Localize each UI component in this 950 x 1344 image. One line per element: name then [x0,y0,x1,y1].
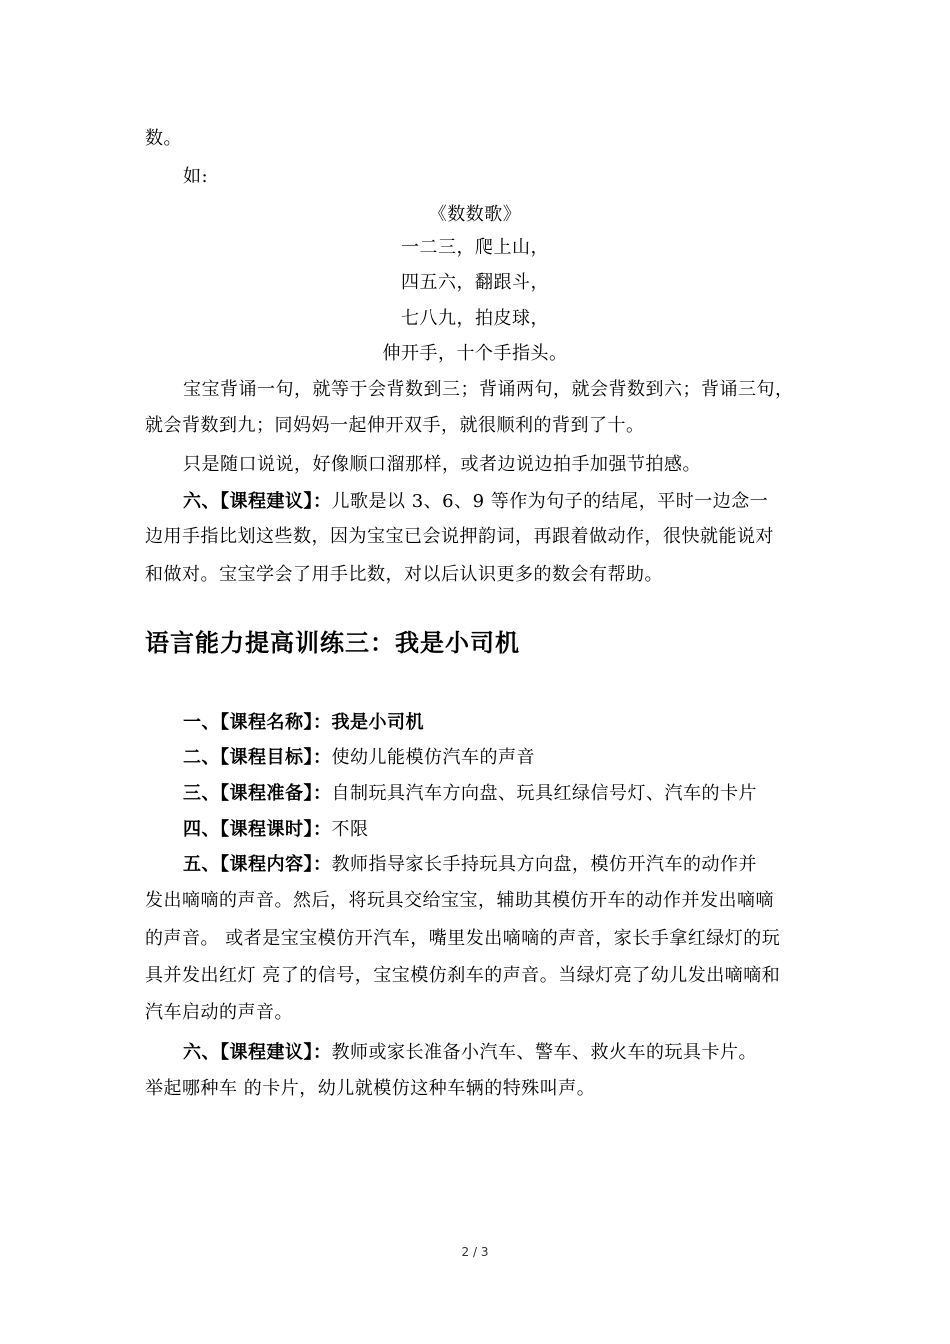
paragraph-line: 发出嘀嘀的声音。然后，将玩具交给宝宝，辅助其模仿开车的动作并发出嘀嘀 [145,890,774,911]
paragraph-line: 举起哪种车 的卡片，幼儿就模仿这种车辆的特殊叫声。 [145,1078,596,1099]
paragraph-line: 就会背数到九；同妈妈一起伸开双手，就很顺利的背到了十。 [145,415,645,436]
item-text: 自制玩具汽车方向盘、玩具红绿信号灯、汽车的卡片 [331,783,757,804]
continuation-text: 数。 [145,128,182,149]
poem-line: 四五六，翻跟斗， [401,272,549,293]
item-label: 一、【课程名称】： [183,712,332,733]
paragraph-line: 和做对。宝宝学会了用手比数，对以后认识更多的数会有帮助。 [145,564,663,585]
paragraph-line: 的声音。 或者是宝宝模仿开汽车，嘴里发出嘀嘀的声音，家长手拿红绿灯的玩 [145,928,781,949]
suggestion-paragraph [183,489,768,515]
item-label: 六、【课程建议】： [183,1042,332,1063]
poem-line: 七八九，拍皮球， [401,308,549,329]
paragraph-line: 汽车启动的声音。 [145,1002,293,1023]
poem-line: 一二三，爬上山， [401,237,549,258]
suggestion-label: 六、【课程建议】： [183,491,332,512]
course-item [183,817,369,843]
item-text: 教师指导家长手持玩具方向盘，模仿开汽车的动作并 [331,854,757,875]
item-label: 四、【课程课时】： [183,819,332,840]
suggestion-text: 儿歌是以 3、6、9 等作为句子的结尾，平时一边念一 [331,491,769,512]
suggestion-paragraph [183,1040,757,1066]
course-item [183,745,535,771]
item-text: 使幼儿能模仿汽车的声音 [331,747,535,768]
poem-line: 伸开手，十个手指头。 [382,343,568,364]
paragraph-line: 只是随口说说，好像顺口溜那样，或者边说边拍手加强节拍感。 [183,454,701,475]
item-text: 我是小司机 [331,712,424,733]
item-label: 三、【课程准备】： [183,783,332,804]
item-text: 教师或家长准备小汽车、警车、救火车的玩具卡片。 [331,1042,757,1063]
course-item [183,710,424,736]
section-heading: 语言能力提高训练三：我是小司机 [145,628,520,657]
content-paragraph [183,852,757,878]
paragraph-line: 宝宝背诵一句，就等于会背数到三；背诵两句，就会背数到六；背诵三句， [183,379,794,400]
paragraph-line: 具并发出红灯 亮了的信号，宝宝模仿刹车的声音。当绿灯亮了幼儿发出嘀嘀和 [145,965,781,986]
example-intro: 如: [183,166,209,187]
item-label: 二、【课程目标】： [183,747,332,768]
poem-title: 《数数歌》 [428,204,522,225]
course-item [183,781,757,807]
paragraph-line: 边用手指比划这些数，因为宝宝已会说押韵词，再跟着做动作，很快就能说对 [145,526,774,547]
page-number: 2 / 3 [461,1245,489,1259]
item-label: 五、【课程内容】： [183,854,332,875]
item-text: 不限 [331,819,369,840]
